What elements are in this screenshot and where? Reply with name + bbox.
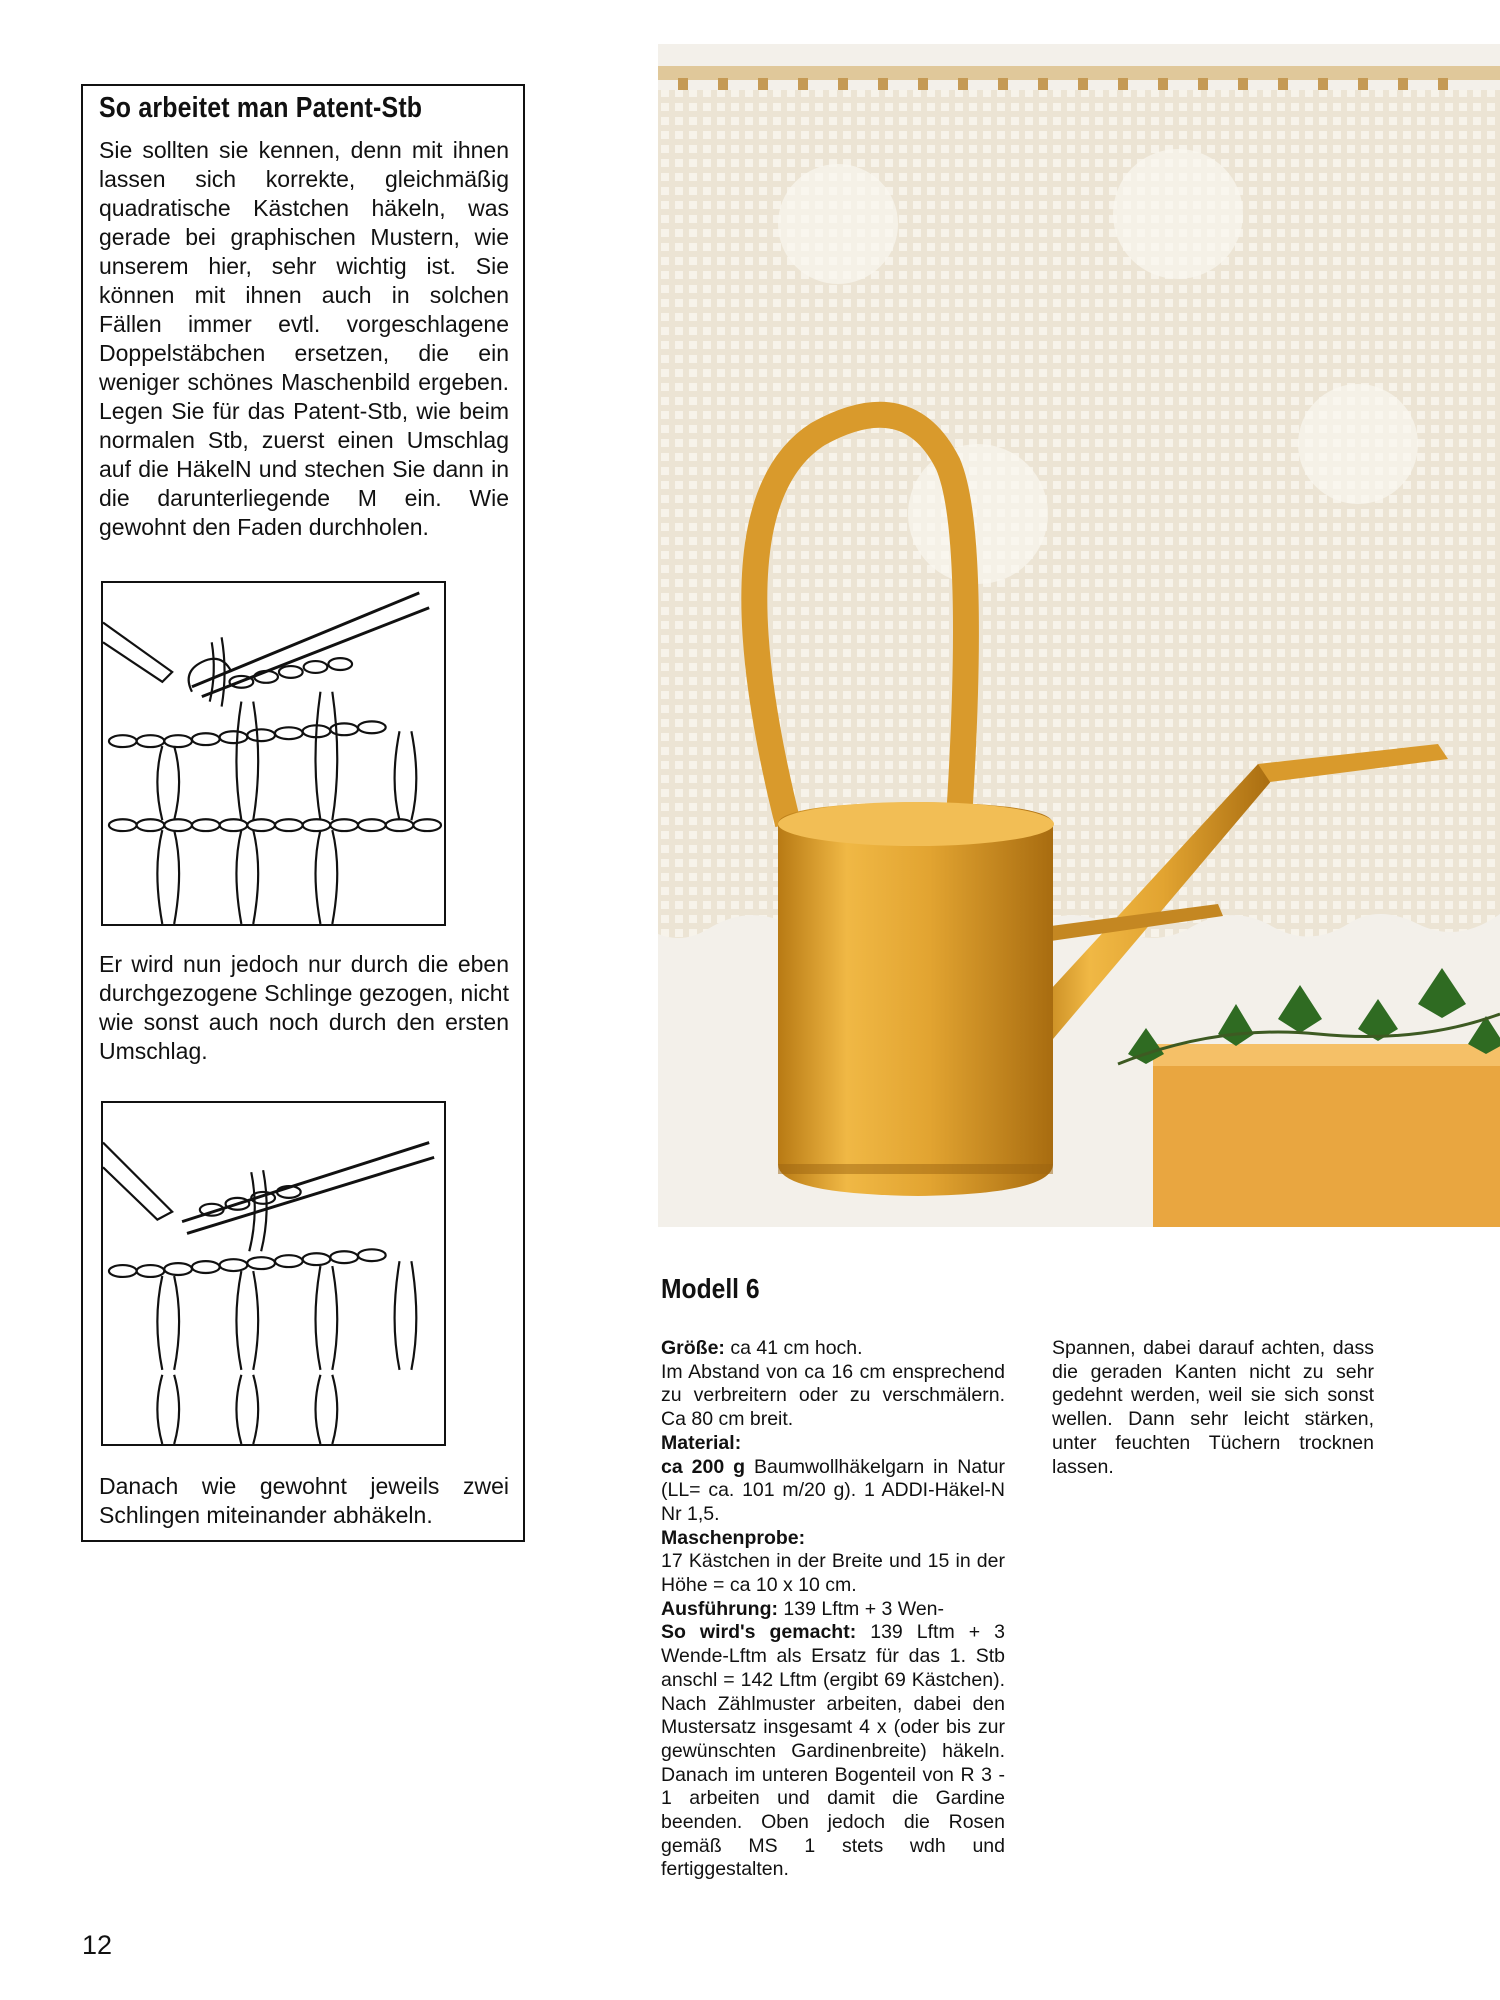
- maschenprobe-label: Maschenprobe:: [661, 1526, 806, 1549]
- modell-right-column: [1052, 1337, 1374, 1479]
- box-paragraph-step2: Er wird nun jedoch nur durch die eben durchgezogene Schlinge gezogen, nicht wie sonst auch noch durch den ersten Umschlag.: [99, 951, 509, 1064]
- page-number: 12: [82, 1930, 113, 1960]
- box-title: So arbeitet man Patent-Stb: [99, 92, 423, 124]
- material-text: Baumwollhäkelgarn in Natur (LL= ca. 101 m/20 g). 1 ADDI-Häkel-N Nr 1,5.: [661, 1455, 1005, 1525]
- groesse-text: ca 41 cm hoch.: [724, 1337, 863, 1359]
- sowirds-text: 139 Lftm + 3 Wende-Lftm als Ersatz für das 1. Stb anschl = 142 Lftm (ergibt 69 Kästchen). Nach Zählmuster arbeiten, dabei den Mustersatz insgesamt 4 x (oder bis zur gewünschten Gardinenbreite) häkeln. Danach im unteren Bogenteil von R 3 - 1 arbeiten und damit die Gardine beenden. Oben jedoch die Rosen gemäß MS 1 stets wdh und fertiggestalten.: [661, 1621, 1005, 1881]
- ausfuehrung-label: Ausführung:: [661, 1597, 778, 1620]
- instruction-box: [81, 84, 525, 1542]
- crochet-illustration-1: [101, 581, 446, 926]
- box-paragraph-step3: Danach wie gewohnt jeweils zwei Schlingen miteinander abhäkeln.: [99, 1473, 509, 1528]
- material-amount: ca 200 g: [661, 1455, 746, 1478]
- modell-title: Modell 6: [661, 1273, 760, 1304]
- groesse-more: Im Abstand von ca 16 cm ensprechend zu verbreitern oder zu verschmälern. Ca 80 cm breit.: [661, 1360, 1005, 1431]
- modell-left-column: [661, 1337, 1005, 1882]
- box-paragraph-intro: Sie sollten sie kennen, denn mit ihnen lassen sich korrekte, gleichmäßig quadratische Kästchen häkeln, was gerade bei graphischen Mustern, wie unserem hier, sehr wichtig ist. Sie können mit ihnen auch in solchen Fällen immer evtl. vorgeschlagene Doppelstäbchen ersetzen, die ein weniger schönes Maschenbild ergeben. Legen Sie für das Patent-Stb, wie beim normalen Stb, zuerst einen Umschlag auf die HäkelN und stechen Sie dann in die darunterliegende M ein. Wie gewohnt den Faden durchholen.: [99, 137, 509, 540]
- curtain-photo: [658, 44, 1500, 1227]
- crochet-illustration-2: [101, 1101, 446, 1446]
- right-column-text: Spannen, dabei darauf achten, dass die geraden Kanten nicht zu sehr gedehnt werden, weil sie sich sonst wellen. Dann sehr leicht stärken, unter feuchten Tüchern trocknen lassen.: [1052, 1337, 1374, 1478]
- material-label: Material:: [661, 1431, 742, 1454]
- groesse-label: Größe:: [661, 1337, 725, 1359]
- sowirds-label: So wird's gemacht:: [661, 1621, 857, 1644]
- maschenprobe-text: 17 Kästchen in der Breite und 15 in der Höhe = ca 10 x 10 cm.: [661, 1550, 1005, 1597]
- ausfuehrung-text: 139 Lftm + 3 Wen-: [777, 1597, 945, 1620]
